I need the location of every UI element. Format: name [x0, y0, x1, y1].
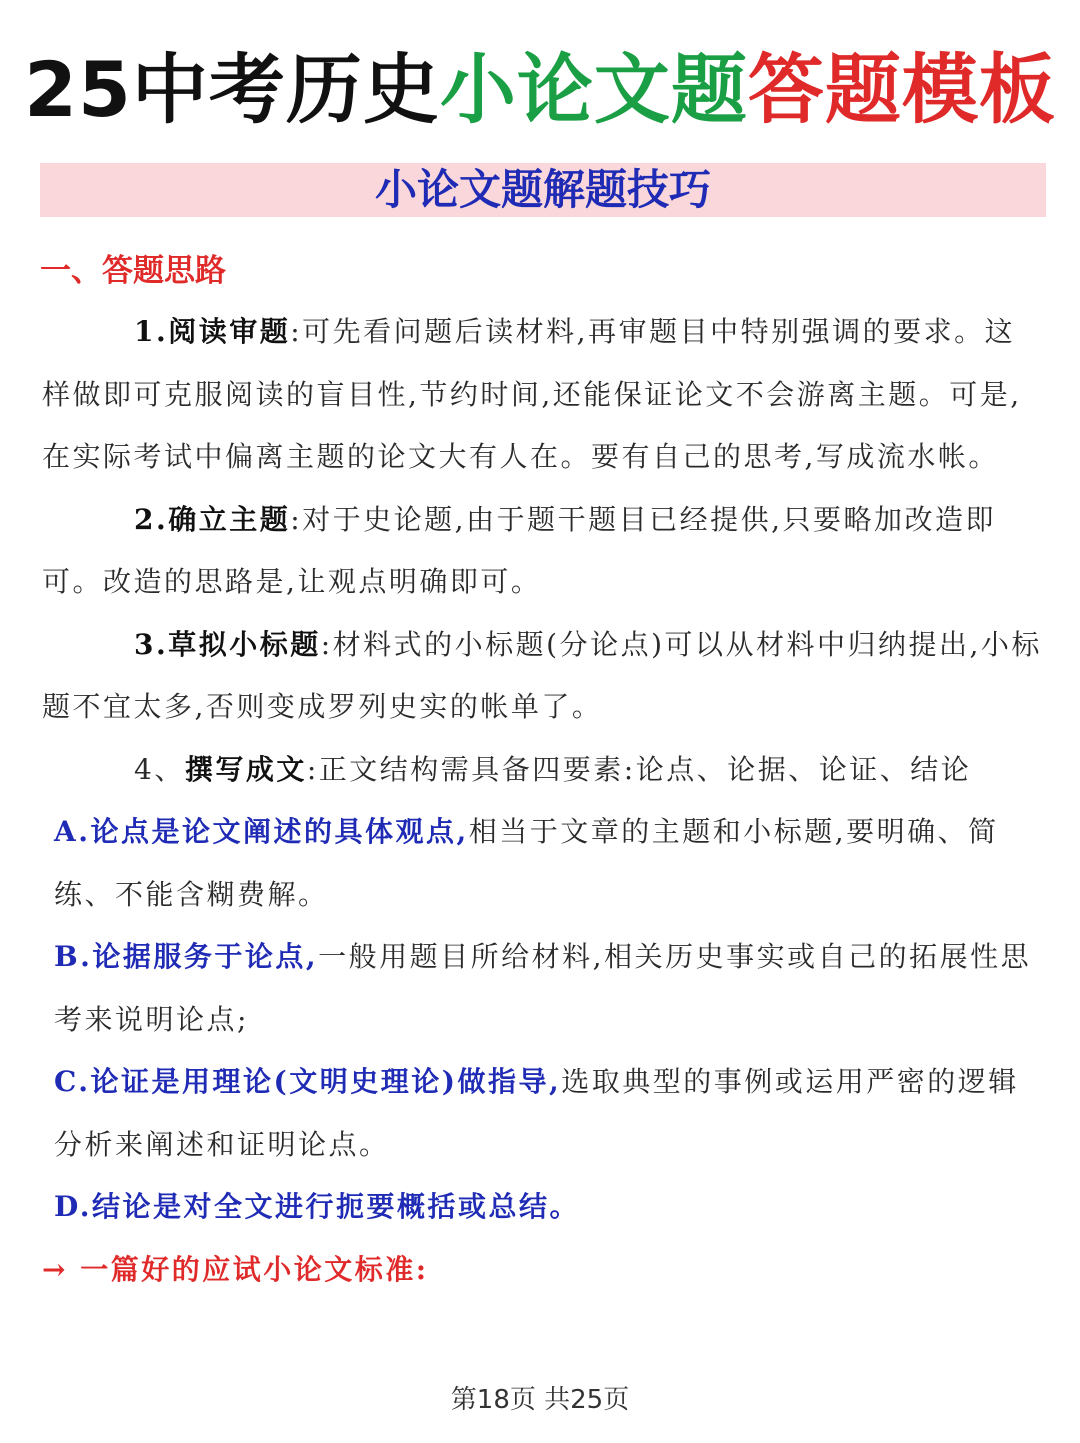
banner-text: 小论文题解题技巧 [374, 165, 711, 214]
keyword-theme: 2.确立主题 [134, 502, 291, 536]
title-part-red: 答题模板 [747, 45, 1056, 134]
point-d-highlight: D.结论是对全文进行扼要概括或总结。 [54, 1190, 581, 1223]
page-title [0, 40, 1080, 140]
point-a [42, 801, 1042, 926]
point-a-highlight: A.论点是论文阐述的具体观点, [54, 815, 469, 848]
title-part-green: 小论文题 [439, 45, 748, 134]
text-theme: :对于史论题,由于题干题目已经提供,只要略加改造即可。改造的思路是,让观点明确即可。 [42, 502, 996, 598]
document-body [42, 301, 1042, 1301]
keyword-writing: 撰写成文 [184, 752, 307, 786]
section-heading: 一、答题思路 [40, 253, 226, 289]
text-subtitle: :材料式的小标题(分论点)可以从材料中归纳提出,小标题不宜太多,否则变成罗列史实的帐单了。 [42, 627, 1042, 723]
point-a-text: 相当于文章的主题和小标题,要明确、简练、不能含糊费解。 [54, 815, 999, 911]
paragraph-writing [42, 739, 1042, 802]
keyword-subtitle: 3.草拟小标题 [134, 627, 321, 661]
point-b-highlight: B.论据服务于论点, [54, 940, 319, 973]
point-c [42, 1051, 1042, 1176]
title-part-black: 25中考历史 [24, 45, 440, 134]
text-reading: :可先看问题后读材料,再审题目中特别强调的要求。这样做即可克服阅读的盲目性,节约时间,还能保证论文不会游离主题。可是,在实际考试中偏离主题的论文大有人在。要有自己的思考,写成流水帐。 [42, 315, 1022, 473]
point-d [42, 1176, 1042, 1239]
standard-heading [42, 1239, 1042, 1302]
paragraph-reading [42, 301, 1042, 489]
point-c-highlight: C.论证是用理论(文明史理论)做指导, [54, 1065, 562, 1098]
paragraph-theme [42, 489, 1042, 614]
standard-heading-text: → 一篇好的应试小论文标准: [42, 1252, 429, 1286]
point-b [42, 926, 1042, 1051]
text-writing: :正文结构需具备四要素:论点、论据、论证、结论 [306, 752, 972, 786]
point-b-text: 一般用题目所给材料,相关历史事实或自己的拓展性思考来说明论点; [54, 940, 1032, 1036]
prefix-writing: 4、 [134, 752, 185, 786]
page-number: 第18页 共25页 [450, 1385, 630, 1415]
section-banner [40, 163, 1046, 217]
point-c-text: 选取典型的事例或运用严密的逻辑分析来阐述和证明论点。 [54, 1065, 1019, 1161]
keyword-reading: 1.阅读审题 [134, 315, 291, 348]
paragraph-subtitle [42, 614, 1042, 739]
